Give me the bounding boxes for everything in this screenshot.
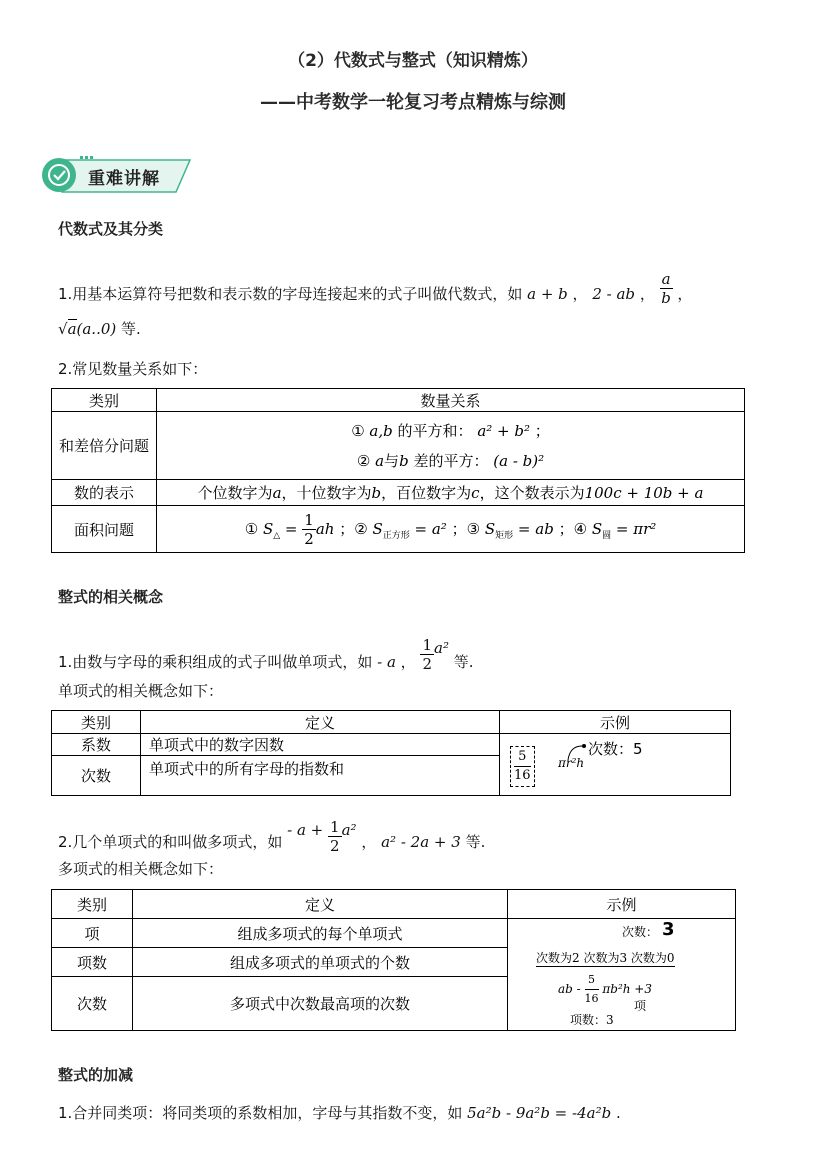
math-expression: - a: [377, 653, 396, 671]
table-cell-example: [508, 919, 736, 1031]
term-degrees: 次数为2 次数为3 次数为0: [536, 951, 675, 965]
page-subtitle: ——中考数学一轮复习考点精炼与综测: [260, 92, 566, 113]
text: 1.由数与字母的乘积组成的式子叫做单项式，如: [58, 653, 373, 671]
table-header: 定义: [141, 711, 500, 734]
section-heading-addition: 整式的加减: [58, 1066, 134, 1084]
separator: ，: [572, 285, 588, 303]
arrow-icon: [560, 740, 590, 762]
term-count: 项数：3: [570, 1013, 614, 1027]
math-fraction: $\frac{1}{2}$: [330, 818, 340, 855]
paragraph-algebraic-definition: [58, 270, 693, 313]
table-header: 类别: [52, 890, 133, 919]
math-expression: a²: [434, 639, 449, 657]
math-expression: ab - $\frac{5}{16}$ πb²h +3: [558, 973, 652, 1005]
table-cell-example: [500, 734, 731, 796]
section-heading-integral: 整式的相关概念: [58, 588, 164, 606]
table-header: 示例: [500, 711, 731, 734]
degree-label: 次数：5: [588, 740, 643, 758]
table-cell-category: 项: [52, 919, 133, 948]
paragraph-polynomial-definition: [58, 818, 486, 861]
paragraph-common-relations: 2.常见数量关系如下：: [58, 360, 208, 378]
table-cell-definition: 组成多项式的每个单项式: [133, 919, 508, 948]
math-expression: a²: [341, 821, 357, 839]
math-expression: a + b: [527, 285, 568, 303]
ending: 等.: [121, 320, 141, 338]
math-expression: a² - 2a + 3: [381, 833, 461, 851]
section-heading-algebraic: 代数式及其分类: [58, 220, 164, 238]
ending: 等.: [465, 833, 486, 851]
paragraph-sqrt-example: [58, 318, 141, 339]
page-title: （2）代数式与整式（知识精炼）: [288, 51, 538, 71]
ending: .: [615, 1104, 621, 1122]
sqrt-icon: √: [58, 320, 68, 338]
table-cell-definition: 单项式中的所有字母的指数和: [141, 756, 500, 796]
paragraph-polynomial-intro: 多项式的相关概念如下：: [58, 860, 224, 878]
math-expression: - a +: [287, 821, 324, 839]
table-header: 示例: [508, 890, 736, 919]
badge-label: 重难讲解: [88, 169, 160, 189]
table-header: 类别: [52, 389, 157, 412]
table-cell-category: 数的表示: [52, 480, 157, 506]
table-cell-definition: 单项式中的数字因数: [141, 734, 500, 756]
text: 1.合并同类项：将同类项的系数相加，字母与其指数不变，如: [58, 1104, 463, 1122]
degree-value: 3: [662, 919, 675, 940]
table-header: 定义: [133, 890, 508, 919]
table-header: 类别: [52, 711, 141, 734]
separator: ，: [639, 285, 655, 303]
separator: ，: [361, 833, 377, 851]
relations-table: [51, 388, 745, 553]
sqrt-argument: a: [67, 320, 77, 338]
table-cell-category: 系数: [52, 734, 141, 756]
table-cell-relation: ① $S_\triangle$ = $\frac{1}{2}$ ah ；② $S_{正方形} = a^2$ ；③ $S_{矩形}$ = ab ；④ $S_圆 = \pi r^2$: [157, 506, 745, 553]
text: 1.用基本运算符号把数和表示数的字母连接起来的式子叫做代数式，如: [58, 285, 523, 303]
table-cell-category: 和差倍分问题: [52, 412, 157, 480]
paragraph-monomial-intro: 单项式的相关概念如下：: [58, 682, 224, 700]
separator: ，: [400, 653, 416, 671]
paragraph-combine-like-terms: [58, 1102, 621, 1123]
math-fraction: $\frac{1}{2}$: [304, 510, 314, 548]
table-cell-category: 面积问题: [52, 506, 157, 553]
sqrt-condition: (a..0): [76, 320, 117, 338]
paragraph-monomial-definition: [58, 636, 474, 681]
table-cell-definition: 组成多项式的单项式的个数: [133, 948, 508, 977]
polynomial-table: [51, 889, 736, 1031]
degree-label: 次数：: [622, 925, 659, 939]
text: 2.几个单项式的和叫做多项式，如: [58, 833, 283, 851]
coefficient-box: $\frac{5}{16}$: [510, 746, 535, 787]
monomial-table: [51, 710, 731, 796]
table-cell-relation: ① a,b 的平方和： a² + b² ； ② a与b 差的平方： (a - b)²: [157, 412, 745, 480]
table-cell-category: 项数: [52, 948, 133, 977]
term-label: 项: [634, 999, 647, 1013]
math-expression: 5a²b - 9a²b = -4a²b: [467, 1104, 612, 1122]
table-header: 数量关系: [157, 389, 745, 412]
separator: ，: [677, 285, 693, 303]
math-fraction: $\frac{a}{b}$: [661, 270, 671, 307]
table-cell-category: 次数: [52, 756, 141, 796]
math-fraction: $\frac{1}{2}$: [422, 636, 433, 673]
table-cell-category: 次数: [52, 977, 133, 1031]
table-cell-relation: 个位数字为a，十位数字为b，百位数字为c，这个数表示为100c + 10b + a: [157, 480, 745, 506]
ending: 等.: [453, 653, 474, 671]
table-cell-definition: 多项式中次数最高项的次数: [133, 977, 508, 1031]
math-expression: πr²h: [558, 756, 585, 770]
math-expression: 2 - ab: [592, 285, 636, 303]
